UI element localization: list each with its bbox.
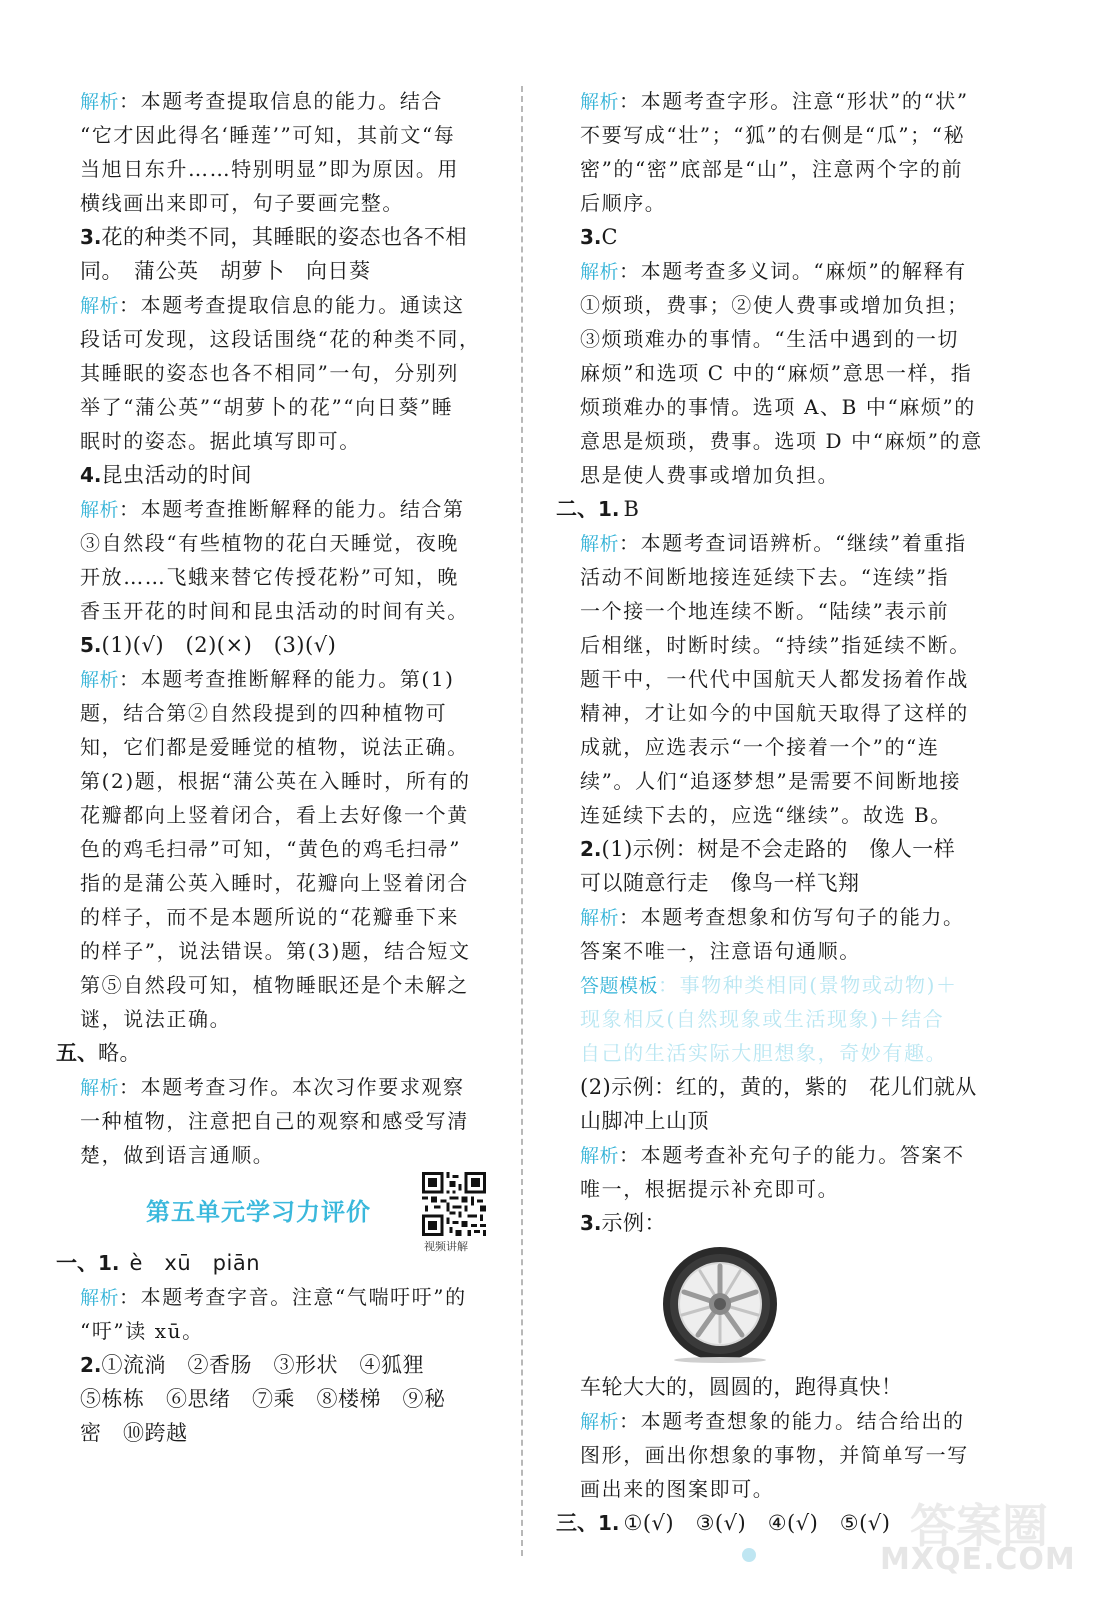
answer-text: 略。: [98, 1041, 141, 1065]
analysis-line: 唯一，根据提示补充即可。: [580, 1177, 840, 1201]
analysis-line: 解析：本题考查提取信息的能力。结合: [80, 89, 444, 113]
question-number: 1.: [598, 497, 620, 521]
analysis-tag: 解析: [80, 499, 120, 521]
answer-text: C: [601, 225, 619, 249]
analysis-tag: 解析: [80, 295, 120, 317]
question-number: 5.: [80, 633, 102, 657]
section-line: [556, 492, 996, 526]
analysis-line: 花瓣都向上竖着闭合，看上去好像一个黄: [80, 803, 469, 827]
qr-code-icon[interactable]: [422, 1172, 486, 1236]
unit-title: 第五单元学习力评价: [146, 1198, 371, 1226]
analysis-line: 横线画出来即可，句子要画完整。: [80, 191, 404, 215]
answer-line: [80, 628, 496, 662]
analysis-line: 第(2)题，根据“蒲公英在入睡时，所有的: [80, 769, 471, 793]
template-line: 答题模板：事物种类相同(景物或动物)＋: [580, 973, 958, 997]
analysis-line: 答案不唯一，注意语句通顺。: [580, 939, 861, 963]
watermark-logo: 答案圈: [910, 1499, 1048, 1553]
analysis-text: 本题考查词语辨析。“继续”着重指: [640, 531, 967, 555]
column-divider: [521, 86, 523, 1556]
analysis-line: ③自然段“有些植物的花白天睡觉，夜晚: [80, 531, 460, 555]
answer-line: 密 ⑩跨越: [80, 1421, 188, 1445]
analysis-line: 活动不间断地接连延续下去。“连续”指: [580, 565, 950, 589]
answer-line: [580, 832, 996, 866]
section-line: [56, 1036, 496, 1070]
analysis-line: 的样子”，说法错误。第(3)题，结合短文: [80, 939, 471, 963]
answer-line: [80, 458, 496, 492]
qr-caption: 视频讲解: [424, 1240, 468, 1253]
analysis-line: 意思是烦琐，费事。选项 D 中“麻烦”的意: [580, 429, 983, 453]
analysis-line: 解析：本题考查习作。本次习作要求观察: [80, 1075, 465, 1099]
analysis-text: 本题考查想象的能力。结合给出的: [640, 1409, 965, 1433]
analysis-line: 指的是蒲公英入睡时，花瓣向上竖着闭合: [80, 871, 469, 895]
answer-line: [580, 220, 996, 254]
analysis-line: 精神，才让如今的中国航天取得了这样的: [580, 701, 969, 725]
analysis-line: 知，它们都是爱睡觉的植物，说法正确。: [80, 735, 469, 759]
analysis-line: 解析：本题考查想象的能力。结合给出的: [580, 1409, 965, 1433]
analysis-line: 思是使人费事或增加负担。: [580, 463, 840, 487]
analysis-line: 续”。人们“追逐梦想”是需要不间断地接: [580, 769, 962, 793]
answer-line: 同。 蒲公英 胡萝卜 向日葵: [80, 259, 371, 283]
analysis-tag: 解析: [580, 1411, 620, 1433]
answer-line: 山脚冲上山顶: [580, 1109, 709, 1133]
analysis-line: 麻烦”和选项 C 中的“麻烦”意思一样，指: [580, 361, 973, 385]
analysis-line: 解析：本题考查字形。注意“形状”的“状”: [580, 89, 969, 113]
analysis-line: 图形，画出你想象的事物，并简单写一写: [580, 1443, 969, 1467]
analysis-line: ③烦琐难办的事情。“生活中遇到的一切: [580, 327, 960, 351]
analysis-line: 画出来的图案即可。: [580, 1477, 775, 1501]
analysis-line: 解析：本题考查补充句子的能力。答案不: [580, 1143, 965, 1167]
analysis-line: 举了“蒲公英”“胡萝卜的花”“向日葵”睡: [80, 395, 454, 419]
answer-line: [580, 1206, 996, 1240]
answer-text: ①(√) ③(√) ④(√) ⑤(√): [623, 1511, 891, 1535]
right-column: [556, 84, 996, 1540]
question-number: 3.: [580, 225, 602, 249]
analysis-line: 解析：本题考查词语辨析。“继续”着重指: [580, 531, 967, 555]
template-line: 现象相反(自然现象或生活现象)＋结合: [580, 1007, 945, 1031]
analysis-tag: 解析: [580, 907, 620, 929]
analysis-tag: 解析: [80, 669, 120, 691]
analysis-line: 色的鸡毛扫帚”可知，“黄色的鸡毛扫帚”: [80, 837, 462, 861]
answer-text: (1)示例：树是不会走路的 像人一样: [601, 837, 956, 861]
analysis-line: 开放……飞蛾来替它传授花粉”可知，晚: [80, 565, 460, 589]
analysis-line: 成就，应选表示“一个接着一个”的“连: [580, 735, 940, 759]
analysis-text: 本题考查字音。注意“气喘吁吁”的: [140, 1285, 467, 1309]
question-number: 3.: [80, 225, 102, 249]
analysis-text: 本题考查推断解释的能力。第(1): [140, 667, 455, 691]
analysis-line: 的样子，而不是本题所说的“花瓣垂下来: [80, 905, 460, 929]
question-number: 1.: [598, 1511, 620, 1535]
template-tag: 答题模板: [580, 975, 659, 997]
analysis-line: 密”的“密”底部是“山”，注意两个字的前: [580, 157, 964, 181]
section-number: 五、: [56, 1041, 98, 1065]
analysis-tag: 解析: [580, 261, 620, 283]
analysis-line: 段话可发现，这段话围绕“花的种类不同，: [80, 327, 481, 351]
analysis-text: 本题考查提取信息的能力。结合: [140, 89, 444, 113]
analysis-tag: 解析: [80, 91, 120, 113]
analysis-line: 题干中，一代代中国航天人都发扬着作战: [580, 667, 969, 691]
analysis-line: 谜，说法正确。: [80, 1007, 232, 1031]
analysis-line: “吁”读 xū。: [80, 1319, 204, 1343]
analysis-text: 本题考查习作。本次习作要求观察: [140, 1075, 465, 1099]
analysis-line: 楚，做到语言通顺。: [80, 1143, 275, 1167]
analysis-line: 第⑤自然段可知，植物睡眠还是个未解之: [80, 973, 469, 997]
analysis-line: 烦琐难办的事情。选项 A、B 中“麻烦”的: [580, 395, 976, 419]
watermark-text: MXQE.COM: [880, 1542, 1076, 1577]
analysis-text: 本题考查推断解释的能力。结合第: [140, 497, 465, 521]
answer-text: ①流淌 ②香肠 ③形状 ④狐狸: [101, 1353, 425, 1377]
analysis-line: 当旭日东升……特别明显”即为原因。用: [80, 157, 460, 181]
section-number: 三、: [556, 1511, 598, 1535]
analysis-text: 本题考查补充句子的能力。答案不: [640, 1143, 965, 1167]
answer-text: 花的种类不同，其睡眠的姿态也各不相: [101, 225, 468, 249]
answer-text: B: [623, 497, 640, 521]
template-text: 事物种类相同(景物或动物)＋: [679, 973, 958, 997]
page-marker: [742, 1548, 756, 1562]
answer-text: (1)(√) (2)(×) (3)(√): [101, 633, 337, 657]
analysis-line: 后顺序。: [580, 191, 667, 215]
analysis-line: 其睡眠的姿态也各不相同”一句，分别列: [80, 361, 460, 385]
left-column: [56, 84, 496, 1450]
template-line: 自己的生活实际大胆想象，奇妙有趣。: [580, 1041, 948, 1065]
question-number: 4.: [80, 463, 102, 487]
analysis-line: 解析：本题考查字音。注意“气喘吁吁”的: [80, 1285, 467, 1309]
analysis-text: 本题考查想象和仿写句子的能力。: [640, 905, 965, 929]
answer-line: 可以随意行走 像鸟一样飞翔: [580, 871, 860, 895]
analysis-line: 解析：本题考查推断解释的能力。结合第: [80, 497, 465, 521]
analysis-line: “它才因此得名‘睡莲’”可知，其前文“每: [80, 123, 456, 147]
analysis-line: 解析：本题考查想象和仿写句子的能力。: [580, 905, 965, 929]
analysis-line: 一种植物，注意把自己的观察和感受写清: [80, 1109, 469, 1133]
answer-text: 示例：: [601, 1211, 667, 1235]
wheel-icon: [660, 1244, 780, 1364]
analysis-line: 后相继，时断时续。“持续”指延续不断。: [580, 633, 971, 657]
answer-line: ⑤栋栋 ⑥思绪 ⑦乘 ⑧楼梯 ⑨秘: [80, 1387, 446, 1411]
analysis-line: 解析：本题考查推断解释的能力。第(1): [80, 667, 455, 691]
answer-line: (2)示例：红的，黄的，紫的 花儿们就从: [580, 1075, 977, 1099]
unit-header: [80, 1172, 496, 1253]
analysis-tag: 解析: [80, 1077, 120, 1099]
analysis-line: 解析：本题考查提取信息的能力。通读这: [80, 293, 465, 317]
question-number: 1.: [98, 1251, 120, 1275]
analysis-tag: 解析: [580, 1145, 620, 1167]
analysis-line: ①烦琐，费事；②使人费事或增加负担；: [580, 293, 969, 317]
pinyin-answer: è xū piān: [129, 1251, 261, 1275]
section-number: 二、: [556, 497, 598, 521]
analysis-text: 本题考查多义词。“麻烦”的解释有: [640, 259, 967, 283]
answer-line: [80, 220, 496, 254]
analysis-text: 本题考查提取信息的能力。通读这: [140, 293, 465, 317]
answer-line: 车轮大大的，圆圆的，跑得真快！: [580, 1375, 903, 1399]
question-number: 2.: [580, 837, 602, 861]
analysis-line: 不要写成“壮”；“狐”的右侧是“瓜”；“秘: [580, 123, 966, 147]
analysis-tag: 解析: [580, 533, 620, 555]
analysis-line: 题，结合第②自然段提到的四种植物可: [80, 701, 448, 725]
analysis-line: 一个接一个地连续不断。“陆续”表示前: [580, 599, 950, 623]
analysis-line: 解析：本题考查多义词。“麻烦”的解释有: [580, 259, 967, 283]
question-number: 3.: [580, 1211, 602, 1235]
watermark: [880, 1490, 1076, 1590]
wheel-figure: [580, 1240, 996, 1370]
analysis-text: 本题考查字形。注意“形状”的“状”: [640, 89, 969, 113]
answer-text: 昆虫活动的时间: [101, 463, 253, 487]
analysis-line: 香玉开花的时间和昆虫活动的时间有关。: [80, 599, 469, 623]
answer-line: [80, 1348, 496, 1382]
section-number: 一、: [56, 1251, 98, 1275]
analysis-tag: 解析: [580, 91, 620, 113]
analysis-line: 眠时的姿态。据此填写即可。: [80, 429, 361, 453]
analysis-line: 连延续下去的，应选“继续”。故选 B。: [580, 803, 952, 827]
analysis-tag: 解析: [80, 1287, 120, 1309]
question-number: 2.: [80, 1353, 102, 1377]
